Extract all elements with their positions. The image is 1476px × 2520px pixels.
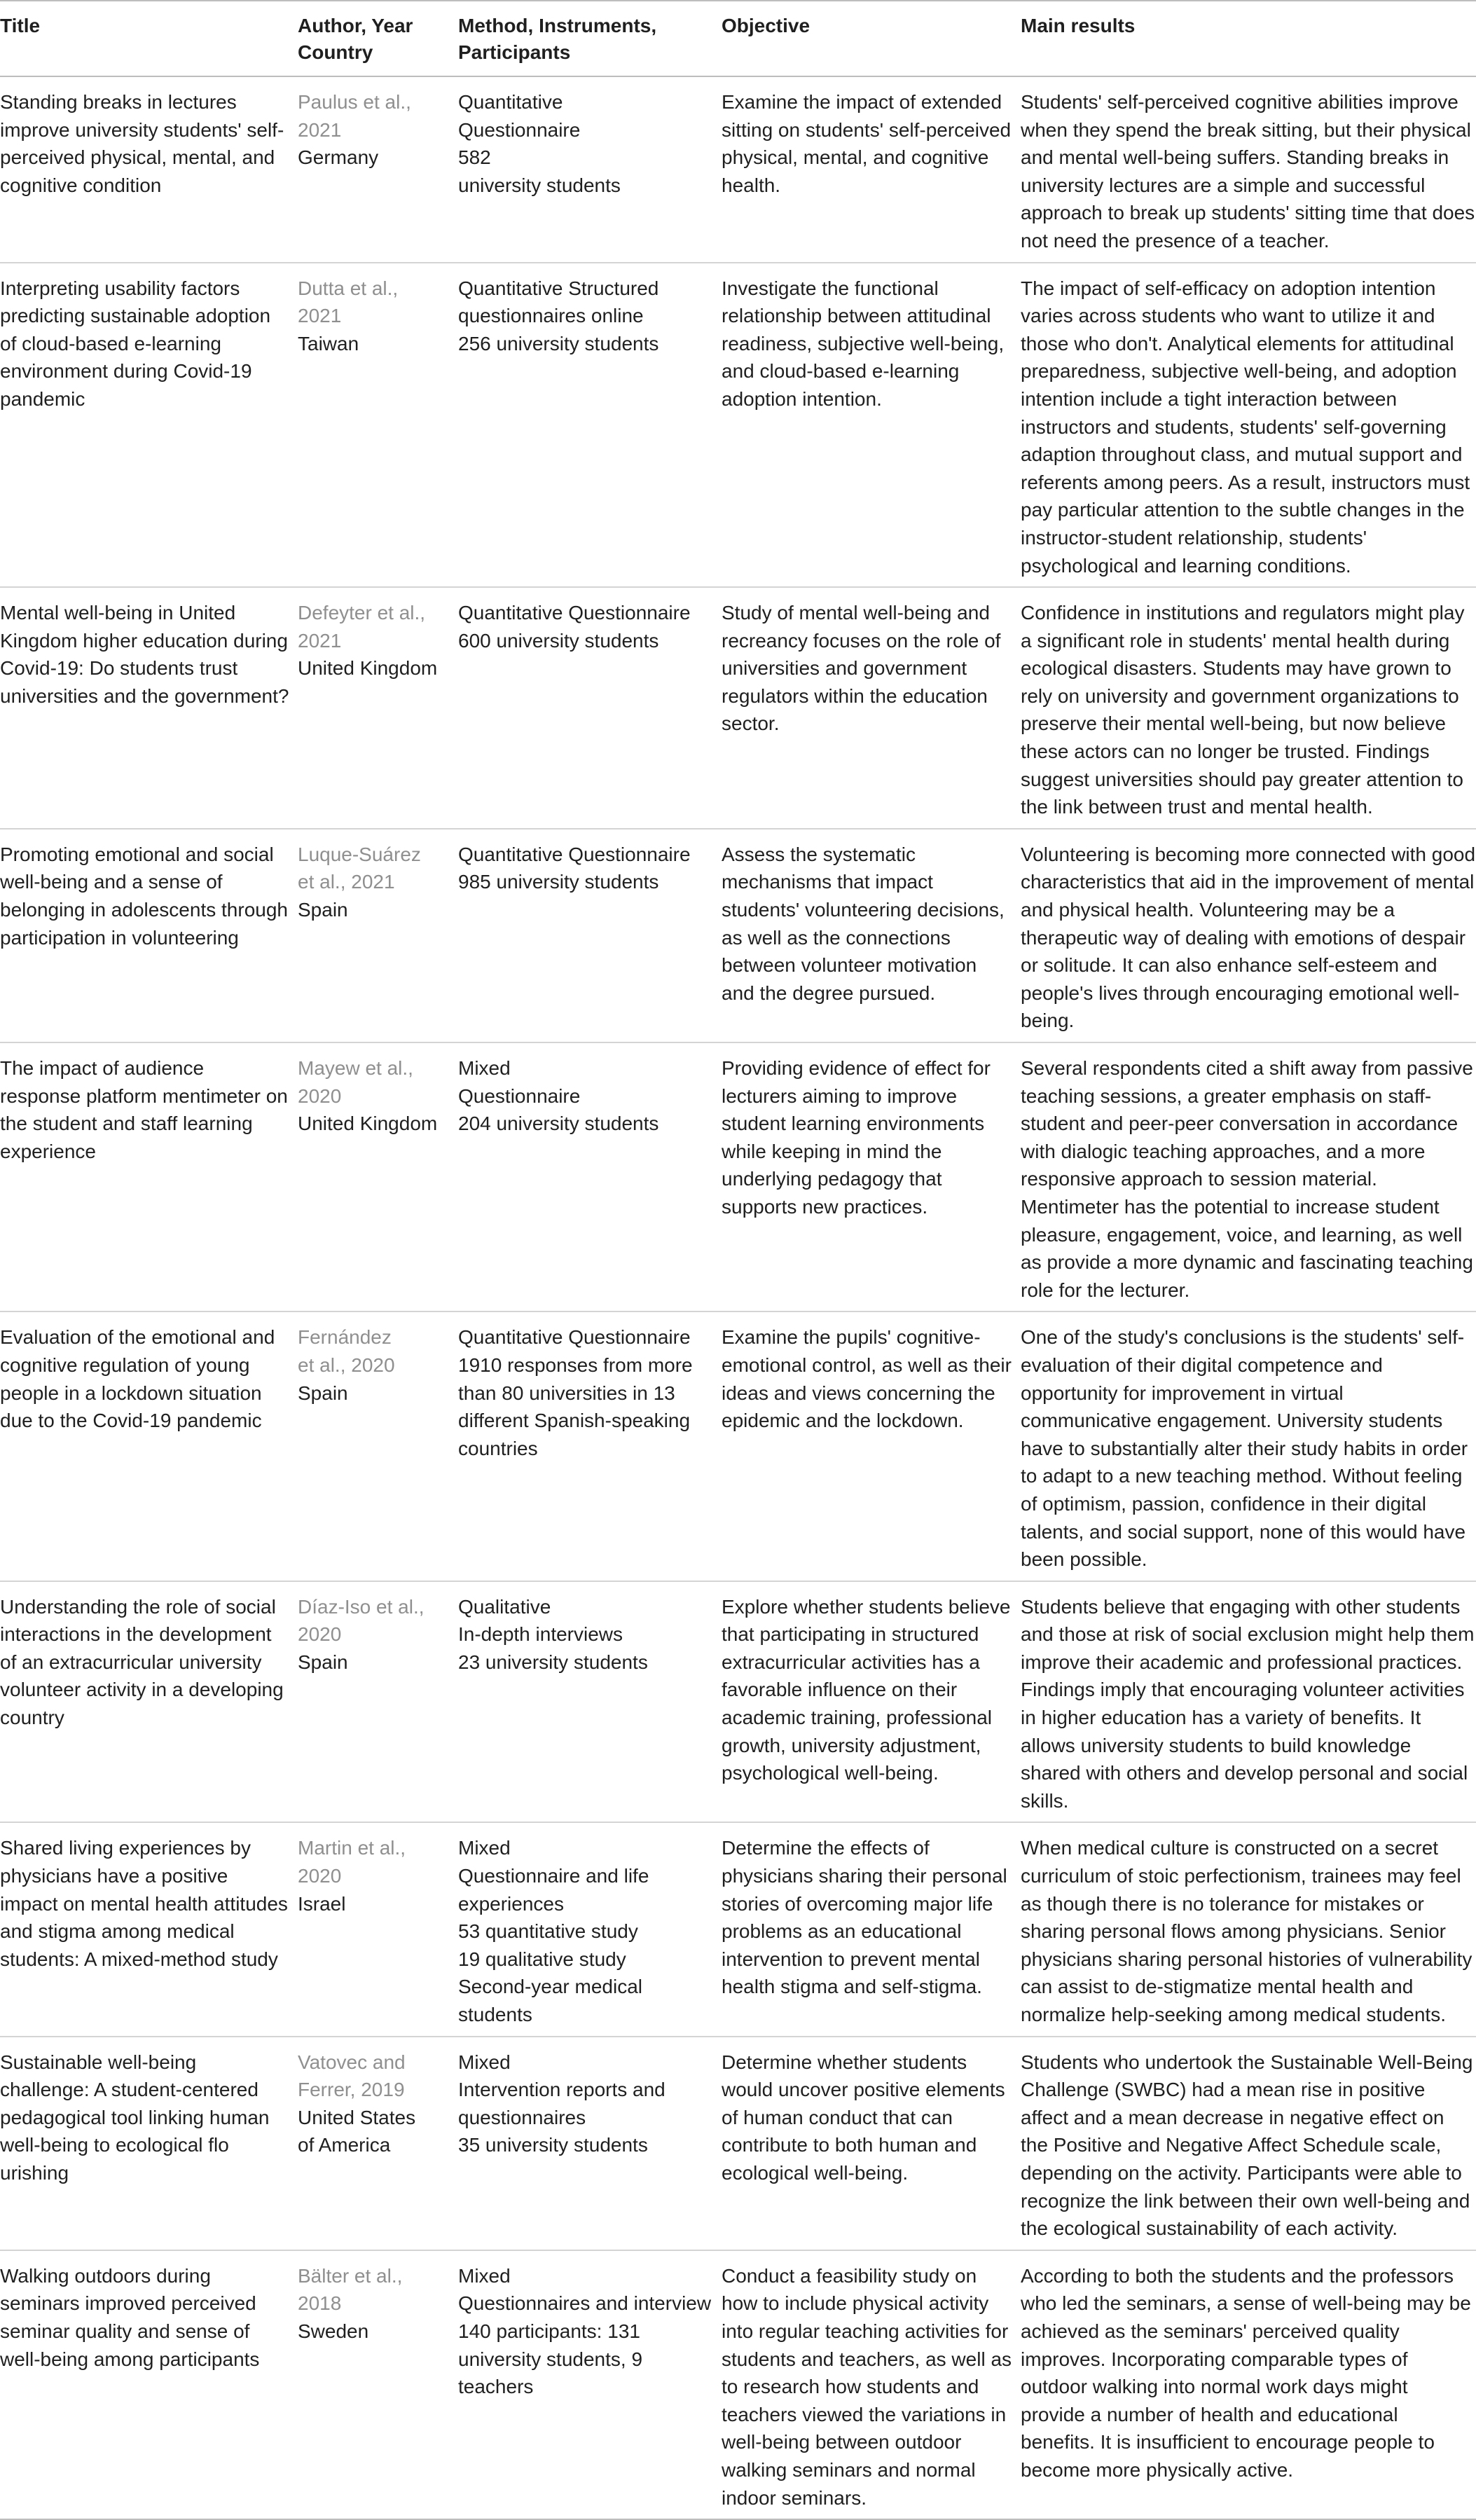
- cell-method: Quantitative Questionnaire 985 university students: [458, 829, 722, 1042]
- country: Spain: [298, 899, 348, 921]
- cell-results: According to both the students and the professors who led the seminars, a sense of well-being may be achieved as the seminars' perceived quality improves. Incorporating comparable types of outdoor walking into normal work days might provide a number of health and educational benefits. It is insufficient to encourage people to become more physically active.: [1021, 2250, 1476, 2519]
- cell-title: Shared living experiences by physicians have a positive impact on mental health attitudes and stigma among medical students: A mixed-method study: [0, 1822, 298, 2036]
- cell-objective: Examine the impact of extended sitting on students' self-perceived physical, mental, and cognitive health.: [722, 76, 1021, 263]
- table-row: [0, 829, 1476, 1042]
- cell-method: Mixed Intervention reports and questionnaires 35 university students: [458, 2037, 722, 2250]
- cell-results: Confidence in institutions and regulators might play a significant role in students' mental health during ecological disasters. Students may have grown to rely on university and government organizations to preserve their mental well-being, but now believe these actors can no longer be trusted. Findings suggest universities should pay greater attention to the link between trust and mental health.: [1021, 587, 1476, 829]
- cell-results: Students who undertook the Sustainable Well-Being Challenge (SWBC) had a mean rise in positive affect and a mean decrease in negative effect on the Positive and Negative Affect Schedule scale, depending on the activity. Participants were able to recognize the link between their own well-being and the ecological sustainability of each activity.: [1021, 2037, 1476, 2250]
- author-year: Fernández et al., 2020: [298, 1326, 395, 1376]
- cell-title: Walking outdoors during seminars improved perceived seminar quality and sense of well-being among participants: [0, 2250, 298, 2519]
- country: United Kingdom: [298, 1113, 438, 1135]
- cell-author: [298, 1581, 458, 1823]
- cell-author: [298, 1311, 458, 1581]
- cell-title: Promoting emotional and social well-being and a sense of belonging in adolescents through participation in volunteering: [0, 829, 298, 1042]
- cell-method: Mixed Questionnaires and interview 140 participants: 131 university students, 9 teachers: [458, 2250, 722, 2519]
- cell-results: The impact of self-efficacy on adoption intention varies across students who want to utilize it and those who don't. Analytical elements for attitudinal preparedness, subjective well-being, and adoption intention include a tight interaction between instructors and students, students' self-governing adaption throughout class, and mutual support and referents among peers. As a result, instructors must pay particular attention to the subtle changes in the instructor-student relationship, students' psychological and learning conditions.: [1021, 263, 1476, 588]
- header-objective: Objective: [722, 1, 1021, 76]
- cell-title: Interpreting usability factors predicting sustainable adoption of cloud-based e-learning environment during Covid-19 pandemic: [0, 263, 298, 588]
- table-row: [0, 1042, 1476, 1311]
- author-year: Díaz-Iso et al., 2020: [298, 1595, 425, 1646]
- cell-author: [298, 76, 458, 263]
- cell-method: Mixed Questionnaire and life experiences 53 quantitative study 19 qualitative study Second-year medical students: [458, 1822, 722, 2036]
- cell-author: [298, 2250, 458, 2519]
- cell-results: Several respondents cited a shift away from passive teaching sessions, a greater emphasis on staff-student and peer-peer conversation in accordance with dialogic teaching approaches, and a more responsive approach to session material. Mentimeter has the potential to increase student pleasure, engagement, voice, and learning, as well as provide a more dynamic and fascinating teaching role for the lecturer.: [1021, 1042, 1476, 1311]
- cell-objective: Assess the systematic mechanisms that impact students' volunteering decisions, as well as the connections between volunteer motivation and the degree pursued.: [722, 829, 1021, 1042]
- cell-title: Sustainable well-being challenge: A student-centered pedagogical tool linking human well-being to ecological flo urishing: [0, 2037, 298, 2250]
- cell-results: Students' self-perceived cognitive abilities improve when they spend the break sitting, but their physical and mental well-being suffers. Standing breaks in university lectures are a simple and successful approach to break up students' sitting time that does not need the presence of a teacher.: [1021, 76, 1476, 263]
- author-year: Defeyter et al., 2021: [298, 602, 426, 652]
- author-year: Vatovec and Ferrer, 2019: [298, 2051, 406, 2101]
- cell-method: Qualitative In-depth interviews 23 university students: [458, 1581, 722, 1823]
- cell-method: Mixed Questionnaire 204 university students: [458, 1042, 722, 1311]
- author-year: Martin et al., 2020: [298, 1837, 406, 1887]
- table-body: [0, 76, 1476, 2519]
- cell-objective: Conduct a feasibility study on how to include physical activity into regular teaching activities for students and teachers, as well as to research how students and teachers viewed the variations in well-being between outdoor walking seminars and normal indoor seminars.: [722, 2250, 1021, 2519]
- cell-author: [298, 2037, 458, 2250]
- country: United Kingdom: [298, 657, 438, 680]
- cell-method: Quantitative Structured questionnaires online 256 university students: [458, 263, 722, 588]
- country: United States of America: [298, 2106, 416, 2156]
- cell-author: [298, 263, 458, 588]
- cell-objective: Study of mental well-being and recreancy focuses on the role of universities and government regulators within the education sector.: [722, 587, 1021, 829]
- table-header-row: [0, 1, 1476, 76]
- header-author: Author, Year Country: [298, 1, 458, 76]
- author-year: Bälter et al., 2018: [298, 2264, 403, 2315]
- cell-results: When medical culture is constructed on a secret curriculum of stoic perfectionism, trainees may feel as though there is no tolerance for mistakes or sharing personal flows among physicians. Senior physicians sharing personal histories of vulnerability can assist to de-stigmatize mental health and normalize help-seeking among medical students.: [1021, 1822, 1476, 2036]
- cell-author: [298, 829, 458, 1042]
- cell-title: The impact of audience response platform mentimeter on the student and staff learning experience: [0, 1042, 298, 1311]
- cell-method: Quantitative Questionnaire 600 university students: [458, 587, 722, 829]
- cell-title: Standing breaks in lectures improve university students' self-perceived physical, mental, and cognitive condition: [0, 76, 298, 263]
- cell-results: Students believe that engaging with other students and those at risk of social exclusion might help them improve their academic and professional practices. Findings imply that encouraging volunteer activities in higher education has a variety of benefits. It allows university students to build knowledge shared with others and develop personal and social skills.: [1021, 1581, 1476, 1823]
- cell-author: [298, 587, 458, 829]
- cell-method: Quantitative Questionnaire 582 university students: [458, 76, 722, 263]
- country: Sweden: [298, 2320, 369, 2342]
- cell-objective: Explore whether students believe that participating in structured extracurricular activities has a favorable influence on their academic training, professional growth, university adjustment, psychological well-being.: [722, 1581, 1021, 1823]
- author-year: Dutta et al., 2021: [298, 277, 399, 327]
- cell-objective: Determine the effects of physicians sharing their personal stories of overcoming major life problems as an educational intervention to prevent mental health stigma and self-stigma.: [722, 1822, 1021, 2036]
- table-row: [0, 2037, 1476, 2250]
- cell-title: Mental well-being in United Kingdom higher education during Covid-19: Do students trust universities and the government?: [0, 587, 298, 829]
- cell-author: [298, 1042, 458, 1311]
- cell-method: Quantitative Questionnaire 1910 responses from more than 80 universities in 13 different Spanish-speaking countries: [458, 1311, 722, 1581]
- table-row: [0, 2250, 1476, 2519]
- cell-results: One of the study's conclusions is the students' self-evaluation of their digital competence and opportunity for improvement in virtual communicative engagement. University students have to substantially alter their study habits in order to adapt to a new teaching method. Without feeling of optimism, passion, confidence in their digital talents, and social support, none of this would have been possible.: [1021, 1311, 1476, 1581]
- author-year: Paulus et al., 2021: [298, 91, 411, 141]
- country: Germany: [298, 146, 379, 169]
- cell-title: Understanding the role of social interactions in the development of an extracurricular university volunteer activity in a developing country: [0, 1581, 298, 1823]
- country: Israel: [298, 1892, 346, 1915]
- header-results: Main results: [1021, 1, 1476, 76]
- cell-objective: Investigate the functional relationship between attitudinal readiness, subjective well-being, and cloud-based e-learning adoption intention.: [722, 263, 1021, 588]
- table-row: [0, 263, 1476, 588]
- country: Spain: [298, 1382, 348, 1404]
- table-row: [0, 1822, 1476, 2036]
- cell-title: Evaluation of the emotional and cognitive regulation of young people in a lockdown situation due to the Covid-19 pandemic: [0, 1311, 298, 1581]
- country: Taiwan: [298, 332, 359, 354]
- cell-results: Volunteering is becoming more connected with good characteristics that aid in the improvement of mental and physical health. Volunteering may be a therapeutic way of dealing with emotions of despair or solitude. It can also enhance self-esteem and people's lives through encouraging emotional well-being.: [1021, 829, 1476, 1042]
- cell-objective: Examine the pupils' cognitive-emotional control, as well as their ideas and views concerning the epidemic and the lockdown.: [722, 1311, 1021, 1581]
- cell-author: [298, 1822, 458, 2036]
- header-method: Method, Instruments, Participants: [458, 1, 722, 76]
- table-row: [0, 76, 1476, 263]
- table-row: [0, 1311, 1476, 1581]
- cell-objective: Providing evidence of effect for lecturers aiming to improve student learning environments while keeping in mind the underlying pedagogy that supports new practices.: [722, 1042, 1021, 1311]
- header-title: Title: [0, 1, 298, 76]
- cell-objective: Determine whether students would uncover positive elements of human conduct that can contribute to both human and ecological well-being.: [722, 2037, 1021, 2250]
- author-year: Mayew et al., 2020: [298, 1057, 413, 1107]
- table-row: [0, 1581, 1476, 1823]
- table-row: [0, 587, 1476, 829]
- author-year: Luque-Suárez et al., 2021: [298, 843, 421, 893]
- country: Spain: [298, 1651, 348, 1673]
